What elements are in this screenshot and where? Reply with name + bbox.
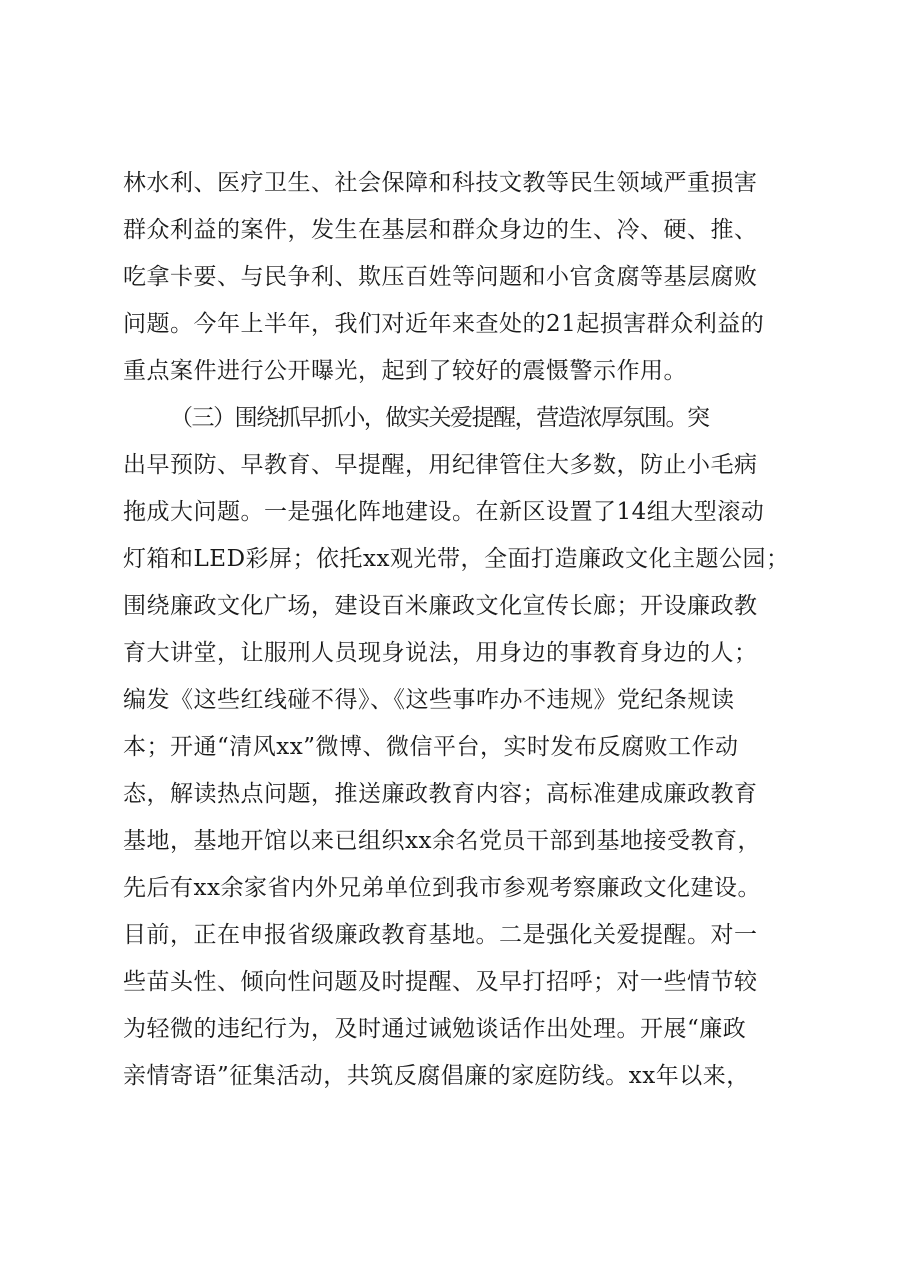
text-line: 拖成大问题。一是强化阵地建设。在新区设置了14组大型滚动 bbox=[123, 499, 765, 525]
text-line: 些苗头性、倾向性问题及时提醒、及早打招呼；对一些情节较 bbox=[123, 969, 758, 995]
text-line: 出早预防、早教育、早提醒，用纪律管住大多数，防止小毛病 bbox=[123, 452, 758, 478]
text-line: 编发《这些红线碰不得》、《这些事咋办不违规》党纪条规读 bbox=[123, 687, 735, 713]
text-line: 围绕廉政文化广场，建设百米廉政文化宣传长廊；开设廉政教 bbox=[123, 593, 758, 619]
text-line: 育大讲堂，让服刑人员现身说法，用身边的事教育身边的人； bbox=[123, 640, 758, 666]
text-line: 亲情寄语”征集活动，共筑反腐倡廉的家庭防线。xx年以来， bbox=[123, 1063, 750, 1089]
text-line: 问题。今年上半年，我们对近年来查处的21起损害群众利益的 bbox=[123, 311, 765, 337]
text-line: 吃拿卡要、与民争利、欺压百姓等问题和小官贪腐等基层腐败 bbox=[123, 264, 758, 290]
text-line: 基地，基地开馆以来已组织xx余名党员干部到基地接受教育， bbox=[123, 828, 761, 854]
text-line: 为轻微的违纪行为，及时通过诫勉谈话作出处理。开展“廉政 bbox=[123, 1016, 747, 1042]
text-line: 重点案件进行公开曝光，起到了较好的震慑警示作用。 bbox=[123, 358, 687, 384]
paragraph-heading: （三）围绕抓早抓小，做实关爱提醒，营造浓厚氛围。突 bbox=[170, 405, 709, 431]
text-line: 态，解读热点问题，推送廉政教育内容；高标准建成廉政教育 bbox=[123, 781, 758, 807]
text-line: 目前，正在申报省级廉政教育基地。二是强化关爱提醒。对一 bbox=[123, 922, 758, 948]
text-line: 先后有xx余家省内外兄弟单位到我市参观考察廉政文化建设。 bbox=[123, 875, 761, 901]
text-line: 林水利、医疗卫生、社会保障和科技文教等民生领域严重损害 bbox=[123, 170, 758, 196]
text-line: 群众利益的案件，发生在基层和群众身边的生、冷、硬、推、 bbox=[123, 217, 758, 243]
text-line: 灯箱和LED彩屏；依托xx观光带，全面打造廉政文化主题公园； bbox=[123, 546, 790, 572]
text-line: 本；开通“清风xx”微博、微信平台，实时发布反腐败工作动 bbox=[123, 734, 739, 760]
